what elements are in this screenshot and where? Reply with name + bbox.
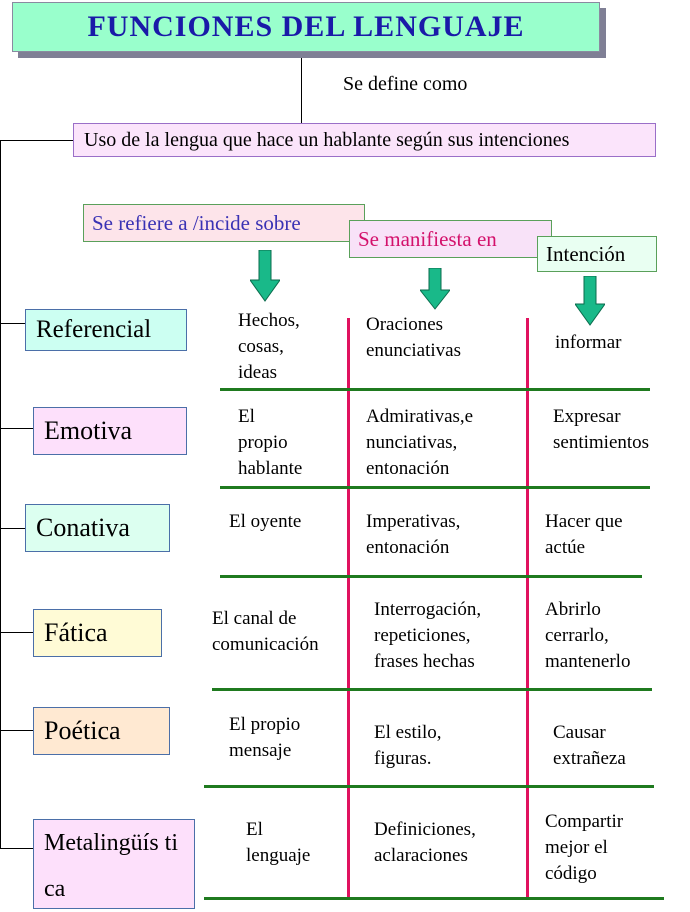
- cell-refers-conativa: El oyente: [229, 511, 302, 532]
- header-manifests-in: Se manifiesta en: [349, 220, 552, 258]
- function-label: Emotiva: [44, 416, 133, 445]
- cell-intention-conativa: Hacer que actúe: [545, 511, 623, 558]
- cell-manifests-conativa: Imperativas, entonación: [366, 511, 461, 558]
- function-label: Referencial: [36, 316, 152, 343]
- cell-manifests-referencial: Oraciones enunciativas: [366, 314, 461, 361]
- function-box-metalinguistica: [33, 819, 195, 909]
- diagram-title: FUNCIONES DEL LENGUAJE: [12, 2, 600, 52]
- function-label: Poética: [44, 716, 121, 745]
- column-divider: [347, 318, 350, 900]
- cell-intention-fatica: Abrirlo cerrarlo, mantenerlo: [545, 599, 631, 672]
- cell-intention-metalinguistica: Compartir mejor el código: [545, 811, 624, 884]
- cell-manifests-fatica: Interrogación, repeticiones, frases hechas: [374, 599, 482, 672]
- function-box-conativa: [25, 504, 170, 552]
- cell-manifests-emotiva: Admirativas,e nunciativas, entonación: [366, 406, 474, 479]
- function-box-poetica: [33, 707, 170, 755]
- definition-box: Uso de la lengua que hace un hablante según sus intenciones: [73, 123, 656, 157]
- spine-branch-fatica: [0, 632, 33, 633]
- spine-branch-emotiva: [0, 428, 33, 429]
- function-box-referencial: [25, 309, 187, 351]
- define-label: Se define como: [343, 73, 468, 95]
- spine-branch-conativa: [0, 528, 25, 529]
- left-spine-line: [0, 140, 1, 848]
- function-box-emotiva: [33, 407, 187, 455]
- spine-branch-referencial: [0, 323, 25, 324]
- title-connector-line: [301, 57, 302, 123]
- arrow-down-icon: [250, 250, 280, 302]
- row-divider: [204, 785, 654, 788]
- spine-branch-poetica: [0, 730, 33, 731]
- cell-refers-metalinguistica: El lenguaje: [246, 819, 311, 866]
- function-label: Conativa: [36, 513, 130, 542]
- cell-intention-emotiva: Expresar sentimientos: [553, 406, 650, 453]
- spine-top-branch: [0, 140, 73, 141]
- column-divider: [526, 318, 529, 900]
- cell-intention-poetica: Causar extrañeza: [553, 722, 626, 769]
- function-label: Fática: [44, 618, 108, 647]
- spine-branch-metalinguistica: [0, 848, 33, 849]
- row-divider: [204, 897, 664, 900]
- cell-refers-poetica: El propio mensaje: [229, 714, 301, 761]
- cell-intention-referencial: informar: [555, 332, 622, 353]
- arrow-down-icon: [575, 276, 605, 326]
- row-divider: [220, 388, 650, 391]
- function-box-fatica: [33, 609, 162, 657]
- header-refers-to: Se refiere a /incide sobre: [83, 204, 365, 242]
- row-divider: [212, 688, 652, 691]
- cell-refers-referencial: Hechos, cosas, ideas: [238, 310, 300, 383]
- row-divider: [220, 575, 642, 578]
- header-intention: Intención: [537, 236, 657, 272]
- row-divider: [220, 486, 650, 489]
- cell-manifests-poetica: El estilo, figuras.: [374, 722, 442, 769]
- function-label: Metalingüís tica: [44, 830, 178, 902]
- cell-refers-emotiva: El propio hablante: [238, 406, 303, 479]
- arrow-down-icon: [420, 268, 450, 310]
- cell-manifests-metalinguistica: Definiciones, aclaraciones: [374, 819, 476, 866]
- cell-refers-fatica: El canal de comunicación: [212, 608, 319, 655]
